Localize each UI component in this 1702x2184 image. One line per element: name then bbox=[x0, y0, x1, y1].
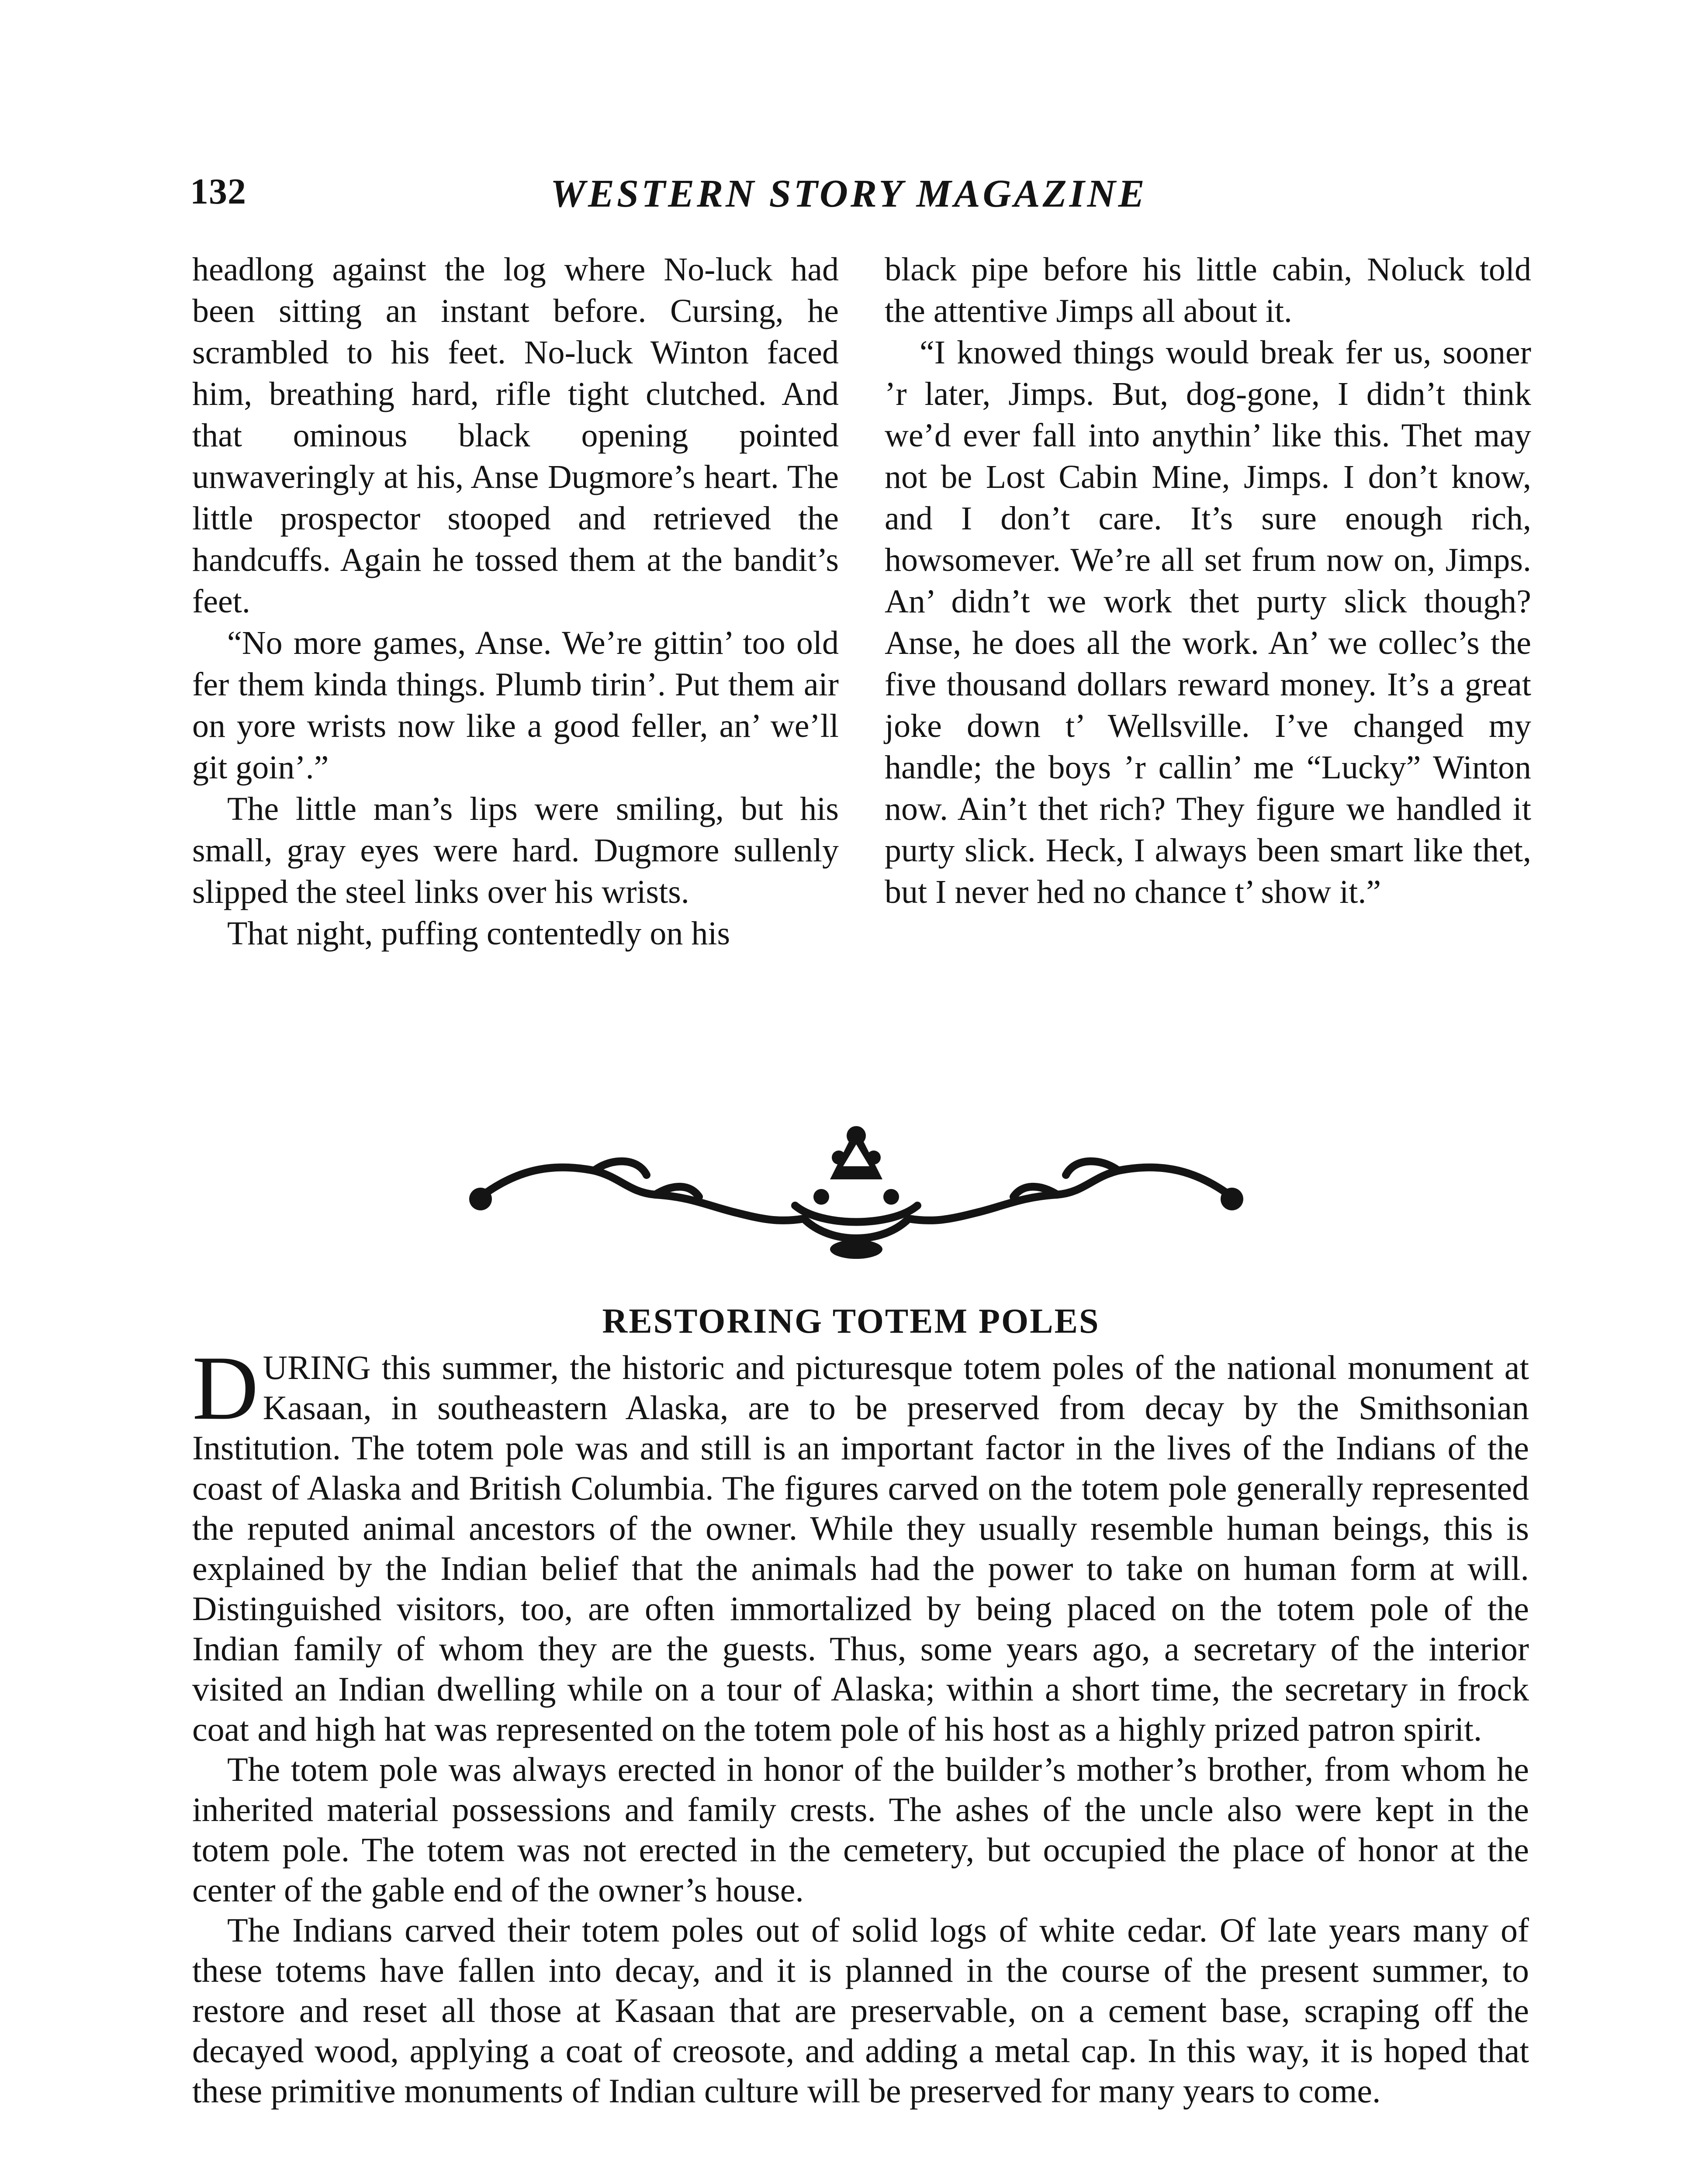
article-paragraph: The totem pole was always erected in honor of the builder’s mother’s brother, from whom he inherited material possessions and family crests. The ashes of the uncle also were kept in the totem pole. The totem was not erected in the cemetery, but occupied the place of honor at the center of the gable end of the owner’s house. bbox=[192, 1750, 1529, 1909]
page-number: 132 bbox=[190, 171, 246, 212]
story-paragraph: “I knowed things would break fer us, sooner ’r later, Jimps. But, dog-gone, I didn’t think we’d ever fall into anythin’ like this. Thet may not be Lost Cabin Mine, Jimps. I don’t know, and I don’t care. It’s sure enough rich, howsomever. We’re all set frum now on, Jimps. An’ didn’t we work thet purty slick though? Anse, he does all the work. An’ we collec’s the five thousand dollars reward money. It’s a great joke down t’ Wellsville. I’ve changed my handle; the boys ’r callin’ me “Lucky” Winton now. Ain’t thet rich? They figure we handled it purty slick. Heck, I always been smart like thet, but I never hed no chance t’ show it.” bbox=[885, 334, 1531, 910]
article-paragraph: The Indians carved their totem poles out of solid logs of white cedar. Of late years many of these totems have fallen into decay, and it is planned in the course of the present summer, to restore and reset all those at Kasaan that are preservable, on a cement base, scraping off the decayed wood, applying a coat of creosote, and adding a metal cap. In this way, it is hoped that these primitive monuments of Indian culture will be preserved for many years to come. bbox=[192, 1911, 1529, 2110]
magazine-title: WESTERN STORY MAGAZINE bbox=[550, 172, 1147, 215]
story-paragraph: That night, puffing contentedly on his bbox=[227, 915, 730, 952]
story-right-column bbox=[885, 249, 1531, 913]
drop-cap: D bbox=[192, 1337, 259, 1439]
decorative-scroll-ornament bbox=[463, 1118, 1249, 1262]
story-paragraph: “No more games, Anse. We’re gittin’ too old fer them kinda things. Plumb tirin’. Put them air on yore wrists now like a good feller, an’ we’ll git goin’.” bbox=[192, 625, 839, 786]
article-body bbox=[192, 1337, 1529, 2111]
article-paragraph bbox=[192, 1337, 1529, 1749]
story-paragraph: black pipe before his little cabin, Noluck told the attentive Jimps all about it. bbox=[885, 251, 1531, 329]
story-paragraph: headlong against the log where No-luck had been sitting an instant before. Cursing, he scrambled to his feet. No-luck Winton faced him, breathing hard, rifle tight clutched. And that ominous black opening pointed unwaveringly at his, Anse Dugmore’s heart. The little prospector stooped and retrieved the handcuffs. Again he tossed them at the bandit’s feet. bbox=[192, 251, 839, 620]
story-left-column bbox=[192, 249, 839, 954]
article-title: RESTORING TOTEM POLES bbox=[602, 1302, 1100, 1341]
story-paragraph: The little man’s lips were smiling, but his small, gray eyes were hard. Dugmore sullenly slipped the steel links over his wrists. bbox=[192, 791, 839, 910]
article-first-paragraph-text: URING this summer, the historic and picturesque totem poles of the national monument at Kasaan, in southeastern Alaska, are to be preserved from decay by the Smithsonian Institution. The totem pole was and still is an important factor in the lives of the Indians of the coast of Alaska and British Columbia. The figures carved on the totem pole generally represented the reputed animal ancestors of the owner. While they usually resemble human beings, this is explained by the Indian belief that the animals had the power to take on human form at will. Distinguished visitors, too, are often immortalized by being placed on the totem pole of the Indian family of whom they are the guests. Thus, some years ago, a secretary of the interior visited an Indian dwelling while on a tour of Alaska; within a short time, the secretary in frock coat and high hat was represented on the totem pole of his host as a highly prized patron spirit. bbox=[192, 1348, 1529, 1748]
